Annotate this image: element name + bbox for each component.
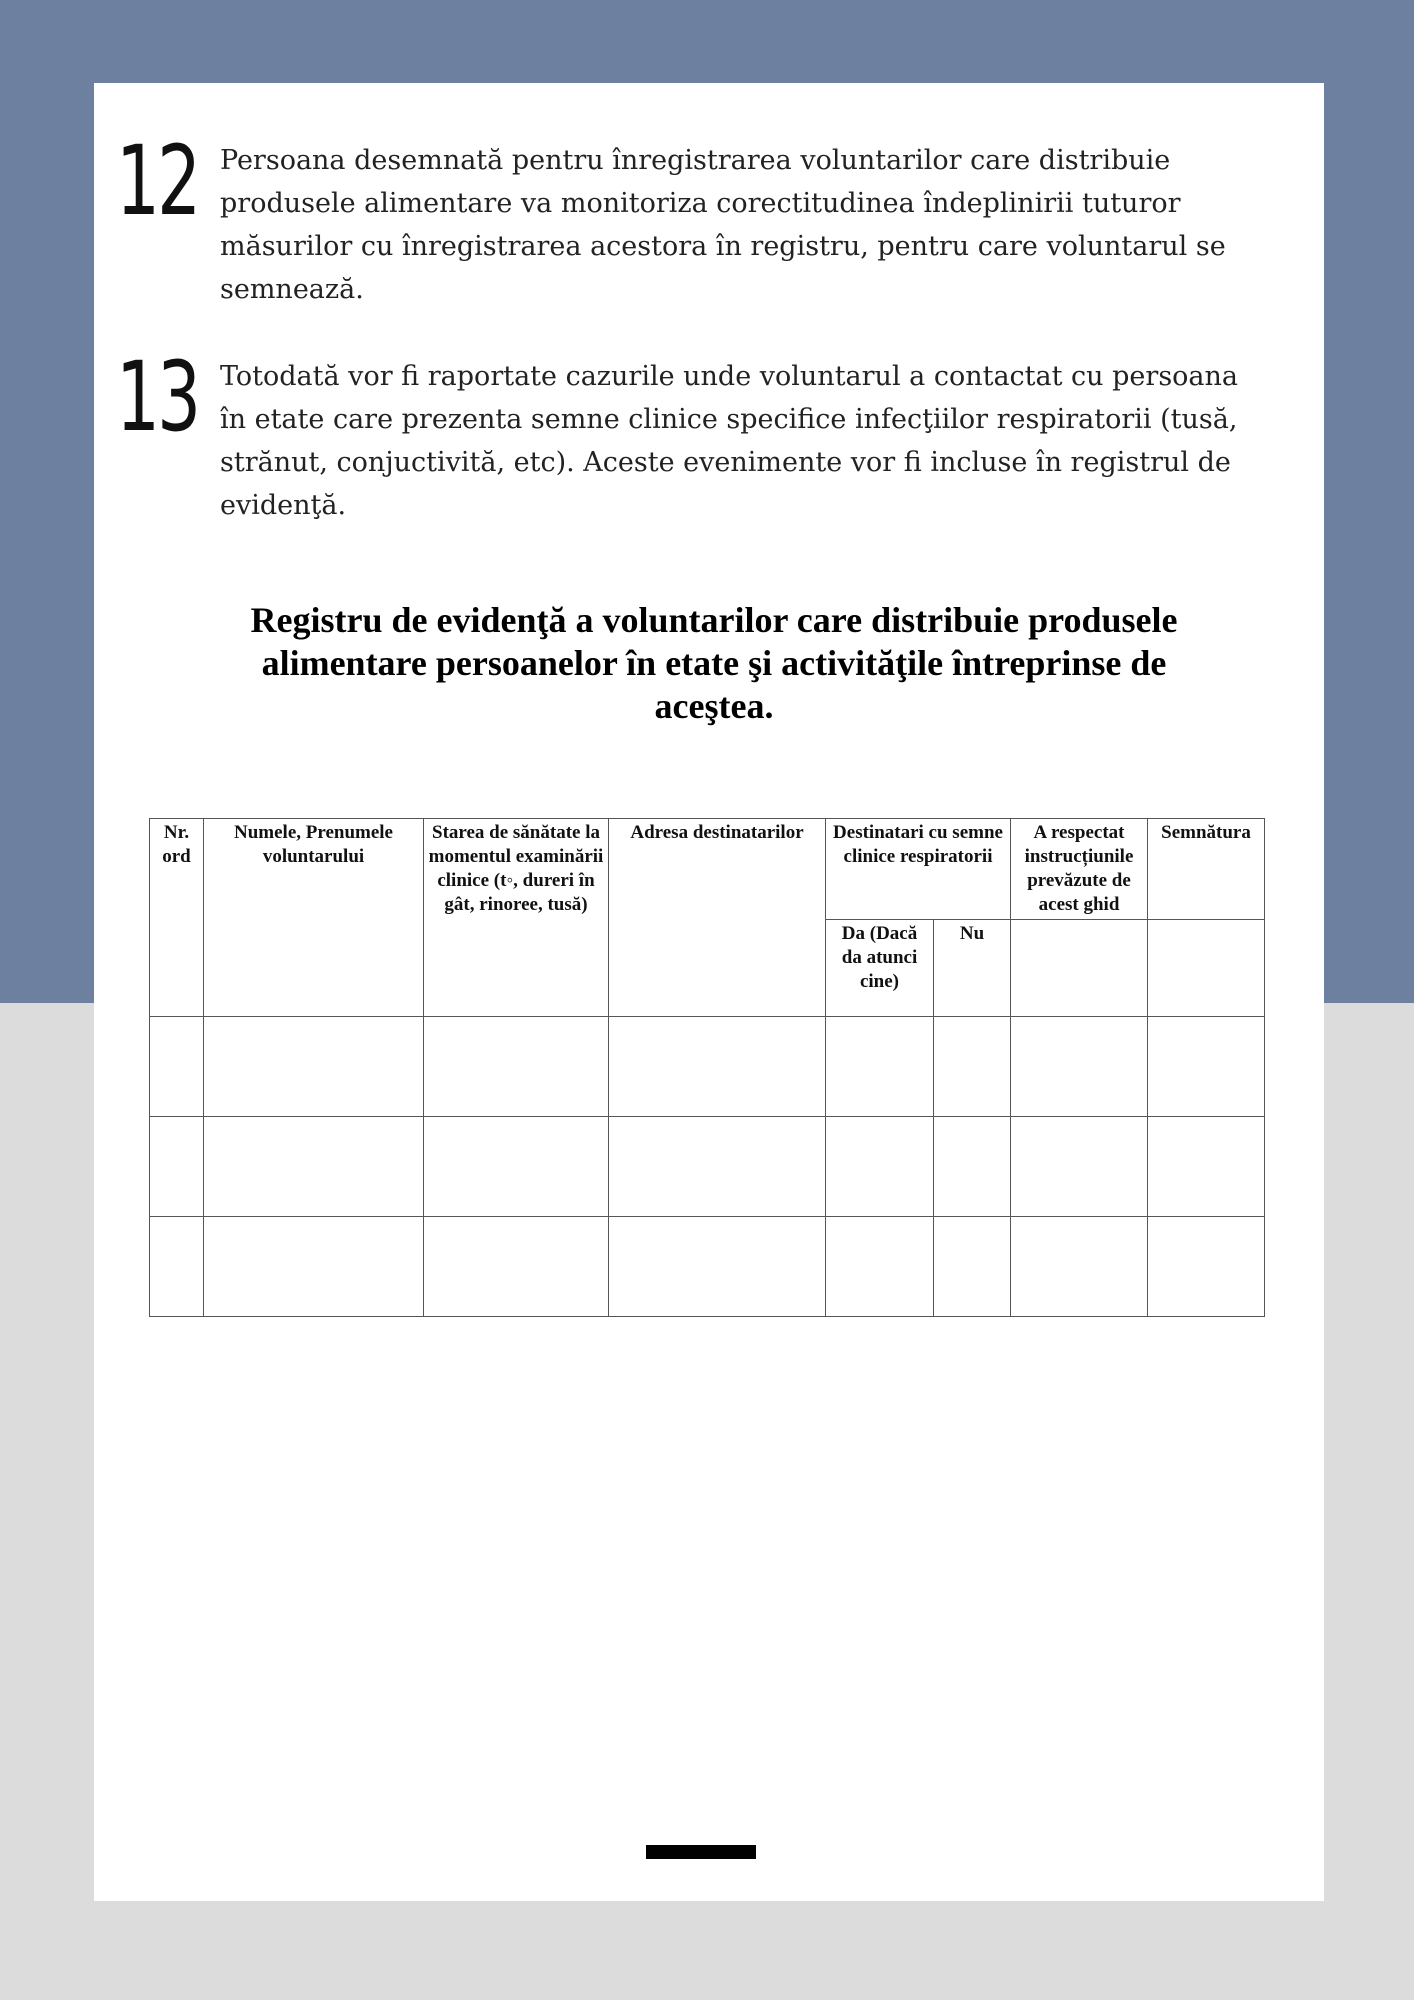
table-cell[interactable] [609, 1117, 826, 1217]
table-cell[interactable] [934, 1117, 1011, 1217]
table-cell[interactable] [609, 1017, 826, 1117]
header-symptoms: Destinatari cu semne clinice respiratorii [826, 819, 1011, 920]
header-respected: A respectat instrucțiunile prevăzute de acest ghid [1011, 819, 1148, 920]
table-cell[interactable] [826, 1117, 934, 1217]
table-cell[interactable] [1148, 1117, 1265, 1217]
header-signature: Semnătura [1148, 819, 1265, 920]
register-title: Registru de evidenţă a voluntarilor care distribuie produsele alimentare persoanelor în etate şi activităţile întreprinse de aceştea. [250, 600, 1178, 726]
table-cell[interactable] [1011, 1217, 1148, 1317]
table-cell[interactable] [424, 1017, 609, 1117]
header-yes: Da (Dacă da atunci cine) [826, 920, 934, 1017]
table-cell[interactable] [1148, 1217, 1265, 1317]
table-cell[interactable] [150, 1217, 204, 1317]
header-name: Numele, Prenumele voluntarului [204, 819, 424, 1017]
table-row [150, 1117, 1265, 1217]
header-nr: Nr. ord [150, 819, 204, 1017]
table-row [150, 1217, 1265, 1317]
table-cell[interactable] [609, 1217, 826, 1317]
table-cell[interactable] [826, 1017, 934, 1117]
page-footer-bar [646, 1845, 756, 1859]
table-cell[interactable] [150, 1117, 204, 1217]
header-signature-empty [1148, 920, 1265, 1017]
item-number: 12 [116, 125, 199, 237]
table-cell[interactable] [826, 1217, 934, 1317]
table-cell[interactable] [424, 1117, 609, 1217]
table-row [150, 1017, 1265, 1117]
table-cell[interactable] [424, 1217, 609, 1317]
table-cell[interactable] [1011, 1117, 1148, 1217]
table-cell[interactable] [204, 1117, 424, 1217]
table-cell[interactable] [204, 1017, 424, 1117]
table-cell[interactable] [1148, 1017, 1265, 1117]
item-number: 13 [116, 341, 199, 453]
header-health: Starea de sănătate la momentul examinării clinice (t◦, dureri în gât, rinoree, tusă) [424, 819, 609, 1017]
table-cell[interactable] [1011, 1017, 1148, 1117]
table-cell[interactable] [934, 1217, 1011, 1317]
register-table [149, 818, 1265, 1317]
header-no: Nu [934, 920, 1011, 1017]
document-page [94, 83, 1324, 1901]
table-cell[interactable] [934, 1017, 1011, 1117]
header-respected-empty [1011, 920, 1148, 1017]
table-cell[interactable] [150, 1017, 204, 1117]
item-text: Totodată vor fi raportate cazurile unde voluntarul a contactat cu persoana în etate care prezenta semne clinice specifice infecţiilor respiratorii (tusă, strănut, conjuctivită, etc). Aceste evenimente vor fi incluse în registrul de evidenţă. [220, 361, 1239, 521]
header-address: Adresa destinatarilor [609, 819, 826, 1017]
table-cell[interactable] [204, 1217, 424, 1317]
item-text: Persoana desemnată pentru înregistrarea voluntarilor care distribuie produsele alimentare va monitoriza corectitudinea îndeplinirii tuturor măsurilor cu înregistrarea acestora în registru, pentru care voluntarul se semnează. [220, 145, 1226, 305]
